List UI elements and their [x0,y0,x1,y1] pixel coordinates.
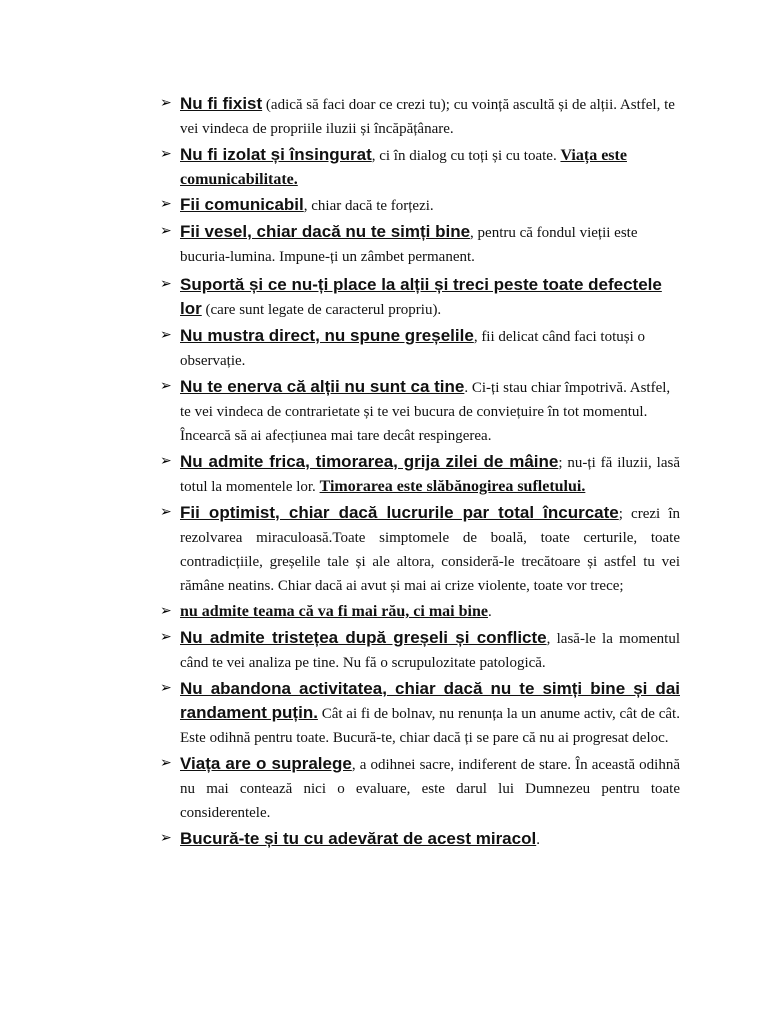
arrow-bullet-icon: ➢ [160,327,172,343]
arrow-bullet-icon: ➢ [160,830,172,846]
list-item: ➢ Bucură-te și tu cu adevărat de acest miracol. [160,829,540,848]
list-item: ➢ Nu abandona activitatea, chiar dacă nu te simți bine și dai randament puțin. Cât ai fi de bolnav, nu renunța la un anume activ, cât de cât. Este odihnă pentru toate. Bucură-te, chiar dacă ți se pare că nu ai progresat deloc. [160,679,680,746]
arrow-bullet-icon: ➢ [160,755,172,771]
arrow-bullet-icon: ➢ [160,680,172,696]
bullet-list [160,92,680,854]
arrow-bullet-icon: ➢ [160,603,172,619]
arrow-bullet-icon: ➢ [160,453,172,469]
arrow-bullet-icon: ➢ [160,504,172,520]
list-item: ➢ Suportă și ce nu-ți place la alții și treci peste toate defectele lor (care sunt legate de caracterul propriu). [160,275,662,318]
arrow-bullet-icon: ➢ [160,223,172,239]
list-item: ➢ Viața are o supralege, a odihnei sacre, indiferent de stare. În această odihnă nu mai contează nici o evaluare, este darul lui Dumnezeu pentru toate considerentele. [160,754,680,821]
list-item: ➢ Nu fi fixist (adică să faci doar ce crezi tu); cu voință ascultă și de alții. Astfel, te vei vindeca de propriile iluzii și încăpățânare. [160,94,675,137]
arrow-bullet-icon: ➢ [160,378,172,394]
list-item: ➢ Nu fi izolat și însingurat, ci în dialog cu toți și cu toate. Viața este comunicabilitate. [160,145,627,188]
arrow-bullet-icon: ➢ [160,276,172,292]
list-item: ➢ Fii comunicabil, chiar dacă te forțezi. [160,195,434,214]
list-item: ➢ Nu admite tristețea după greșeli și conflicte, lasă-le la momentul când te vei analiza pe tine. Nu fă o scrupulozitate patologică. [160,628,680,671]
list-item: ➢ Fii vesel, chiar dacă nu te simți bine, pentru că fondul vieții este bucuria-lumina. Impune-ți un zâmbet permanent. [160,222,638,265]
list-item: ➢ Nu mustra direct, nu spune greșelile, fii delicat când faci totuși o observație. [160,326,646,369]
list-item: ➢ Nu te enerva că alții nu sunt ca tine. Ci-ți stau chiar împotrivă. Astfel, te vei vindeca de contrarietate și te vei bucura de conviețuire în tot momentul. Încearcă să ai afecțiunea mai tare decât respingerea. [160,377,671,444]
arrow-bullet-icon: ➢ [160,196,172,212]
arrow-bullet-icon: ➢ [160,95,172,111]
arrow-bullet-icon: ➢ [160,146,172,162]
list-item: ➢ Nu admite frica, timorarea, grija zilei de mâine; nu-ți fă iluzii, lasă totul la momentele lor. Timorarea este slăbănogirea sufletului. [160,452,680,495]
arrow-bullet-icon: ➢ [160,629,172,645]
list-item: ➢ Fii optimist, chiar dacă lucrurile par total încurcate; crezi în rezolvarea miraculoasă.Toate simptomele de boală, toate certurile, toate contradicțiile, greșelile tale și ale altora, consideră-le trecătoare și astfel tu vei rămâne neatins. Chiar dacă ai avut și mai ai crize violente, toate vor trece; [160,503,680,594]
list-item: ➢ nu admite teama că va fi mai rău, ci mai bine. [160,600,680,624]
